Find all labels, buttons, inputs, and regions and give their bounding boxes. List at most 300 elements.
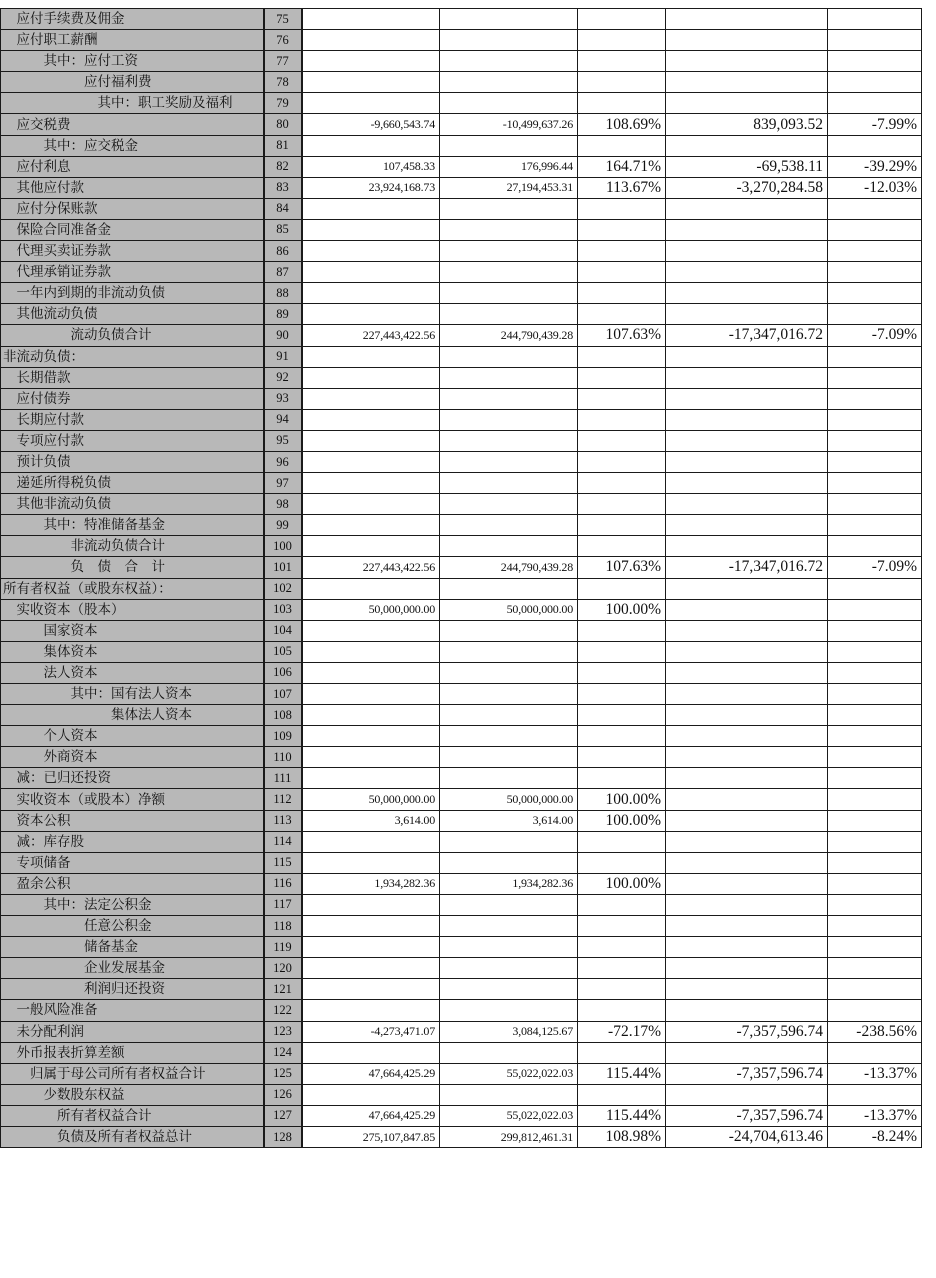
table-row bbox=[1, 72, 922, 93]
period-end-value-cell bbox=[302, 30, 440, 51]
change-amount-cell bbox=[666, 852, 828, 873]
ratio-percent-cell bbox=[578, 494, 666, 515]
item-name-cell: 其他流动负债 bbox=[1, 304, 264, 325]
line-number-cell: 111 bbox=[264, 768, 302, 789]
ratio-percent-cell bbox=[578, 684, 666, 705]
item-name-cell: 减：库存股 bbox=[1, 831, 264, 852]
item-name-cell: 利润归还投资 bbox=[1, 979, 264, 1000]
period-begin-value-cell bbox=[440, 30, 578, 51]
table-row bbox=[1, 768, 922, 789]
change-rate-cell bbox=[828, 831, 922, 852]
change-amount-cell bbox=[666, 641, 828, 662]
table-row bbox=[1, 1000, 922, 1021]
ratio-percent-cell bbox=[578, 937, 666, 958]
period-begin-value-cell bbox=[440, 937, 578, 958]
ratio-percent-cell bbox=[578, 9, 666, 30]
period-end-value-cell: 23,924,168.73 bbox=[302, 177, 440, 198]
period-end-value-cell: 50,000,000.00 bbox=[302, 789, 440, 810]
table-row bbox=[1, 262, 922, 283]
ratio-percent-cell bbox=[578, 578, 666, 599]
table-row bbox=[1, 747, 922, 768]
ratio-percent-cell bbox=[578, 283, 666, 304]
item-name-cell: 所有者权益合计 bbox=[1, 1105, 264, 1126]
ratio-percent-cell bbox=[578, 72, 666, 93]
line-number-cell: 107 bbox=[264, 684, 302, 705]
period-begin-value-cell: 55,022,022.03 bbox=[440, 1105, 578, 1126]
item-name-cell: 实收资本（或股本）净额 bbox=[1, 789, 264, 810]
ratio-percent-cell bbox=[578, 536, 666, 557]
item-name-cell: 其中：职工奖励及福利 bbox=[1, 93, 264, 114]
table-body bbox=[1, 9, 922, 1148]
change-rate-cell bbox=[828, 578, 922, 599]
ratio-percent-cell: 115.44% bbox=[578, 1105, 666, 1126]
period-end-value-cell bbox=[302, 1042, 440, 1063]
period-begin-value-cell bbox=[440, 578, 578, 599]
line-number-cell: 85 bbox=[264, 219, 302, 240]
item-name-cell: 代理承销证券款 bbox=[1, 262, 264, 283]
table-row bbox=[1, 367, 922, 388]
period-end-value-cell bbox=[302, 747, 440, 768]
ratio-percent-cell bbox=[578, 346, 666, 367]
table-row bbox=[1, 451, 922, 472]
period-end-value-cell: 227,443,422.56 bbox=[302, 557, 440, 578]
change-rate-cell bbox=[828, 304, 922, 325]
ratio-percent-cell bbox=[578, 304, 666, 325]
period-begin-value-cell bbox=[440, 304, 578, 325]
period-begin-value-cell bbox=[440, 451, 578, 472]
item-name-cell: 个人资本 bbox=[1, 726, 264, 747]
period-end-value-cell bbox=[302, 916, 440, 937]
change-rate-cell bbox=[828, 599, 922, 620]
table-row bbox=[1, 852, 922, 873]
item-name-cell: 长期应付款 bbox=[1, 409, 264, 430]
period-begin-value-cell bbox=[440, 72, 578, 93]
change-amount-cell bbox=[666, 958, 828, 979]
ratio-percent-cell: 100.00% bbox=[578, 810, 666, 831]
change-rate-cell bbox=[828, 494, 922, 515]
period-begin-value-cell bbox=[440, 1042, 578, 1063]
ratio-percent-cell: 100.00% bbox=[578, 873, 666, 894]
change-amount-cell bbox=[666, 979, 828, 1000]
table-row bbox=[1, 219, 922, 240]
item-name-cell: 实收资本（股本） bbox=[1, 599, 264, 620]
line-number-cell: 92 bbox=[264, 367, 302, 388]
line-number-cell: 80 bbox=[264, 114, 302, 135]
change-amount-cell bbox=[666, 388, 828, 409]
ratio-percent-cell bbox=[578, 726, 666, 747]
period-begin-value-cell bbox=[440, 831, 578, 852]
line-number-cell: 84 bbox=[264, 198, 302, 219]
period-begin-value-cell bbox=[440, 346, 578, 367]
period-end-value-cell: 50,000,000.00 bbox=[302, 599, 440, 620]
period-end-value-cell bbox=[302, 684, 440, 705]
period-end-value-cell bbox=[302, 937, 440, 958]
period-end-value-cell bbox=[302, 768, 440, 789]
change-amount-cell: -69,538.11 bbox=[666, 156, 828, 177]
item-name-cell: 应交税费 bbox=[1, 114, 264, 135]
line-number-cell: 99 bbox=[264, 515, 302, 536]
item-name-cell: 其中：国有法人资本 bbox=[1, 684, 264, 705]
line-number-cell: 113 bbox=[264, 810, 302, 831]
change-rate-cell bbox=[828, 979, 922, 1000]
table-row bbox=[1, 135, 922, 156]
table-row bbox=[1, 388, 922, 409]
change-rate-cell bbox=[828, 705, 922, 726]
item-name-cell: 递延所得税负债 bbox=[1, 473, 264, 494]
item-name-cell: 代理买卖证券款 bbox=[1, 241, 264, 262]
period-end-value-cell bbox=[302, 430, 440, 451]
period-end-value-cell bbox=[302, 662, 440, 683]
period-end-value-cell bbox=[302, 494, 440, 515]
item-name-cell: 归属于母公司所有者权益合计 bbox=[1, 1063, 264, 1084]
ratio-percent-cell: 100.00% bbox=[578, 789, 666, 810]
period-end-value-cell bbox=[302, 346, 440, 367]
period-end-value-cell bbox=[302, 473, 440, 494]
change-rate-cell bbox=[828, 641, 922, 662]
period-end-value-cell: 47,664,425.29 bbox=[302, 1105, 440, 1126]
line-number-cell: 102 bbox=[264, 578, 302, 599]
ratio-percent-cell bbox=[578, 367, 666, 388]
change-amount-cell bbox=[666, 620, 828, 641]
item-name-cell: 其他应付款 bbox=[1, 177, 264, 198]
change-rate-cell bbox=[828, 662, 922, 683]
ratio-percent-cell bbox=[578, 451, 666, 472]
period-end-value-cell bbox=[302, 409, 440, 430]
change-amount-cell bbox=[666, 1000, 828, 1021]
table-row bbox=[1, 51, 922, 72]
ratio-percent-cell bbox=[578, 198, 666, 219]
change-amount-cell bbox=[666, 451, 828, 472]
change-amount-cell bbox=[666, 409, 828, 430]
change-amount-cell bbox=[666, 831, 828, 852]
period-begin-value-cell bbox=[440, 409, 578, 430]
change-amount-cell bbox=[666, 747, 828, 768]
period-end-value-cell bbox=[302, 515, 440, 536]
change-rate-cell: -7.99% bbox=[828, 114, 922, 135]
period-begin-value-cell: 244,790,439.28 bbox=[440, 557, 578, 578]
change-rate-cell bbox=[828, 262, 922, 283]
item-name-cell: 应付手续费及佣金 bbox=[1, 9, 264, 30]
period-end-value-cell bbox=[302, 93, 440, 114]
change-rate-cell bbox=[828, 346, 922, 367]
change-rate-cell bbox=[828, 135, 922, 156]
table-row bbox=[1, 283, 922, 304]
ratio-percent-cell bbox=[578, 93, 666, 114]
table-row bbox=[1, 9, 922, 30]
line-number-cell: 78 bbox=[264, 72, 302, 93]
change-rate-cell bbox=[828, 283, 922, 304]
table-row bbox=[1, 1063, 922, 1084]
ratio-percent-cell bbox=[578, 705, 666, 726]
period-begin-value-cell bbox=[440, 979, 578, 1000]
period-begin-value-cell: 55,022,022.03 bbox=[440, 1063, 578, 1084]
table-row bbox=[1, 578, 922, 599]
ratio-percent-cell bbox=[578, 916, 666, 937]
item-name-cell: 应付利息 bbox=[1, 156, 264, 177]
change-rate-cell: -39.29% bbox=[828, 156, 922, 177]
period-begin-value-cell bbox=[440, 367, 578, 388]
change-rate-cell: -12.03% bbox=[828, 177, 922, 198]
line-number-cell: 89 bbox=[264, 304, 302, 325]
ratio-percent-cell bbox=[578, 51, 666, 72]
change-rate-cell bbox=[828, 789, 922, 810]
period-begin-value-cell bbox=[440, 241, 578, 262]
period-end-value-cell: 3,614.00 bbox=[302, 810, 440, 831]
line-number-cell: 112 bbox=[264, 789, 302, 810]
table-row bbox=[1, 494, 922, 515]
period-end-value-cell bbox=[302, 451, 440, 472]
period-begin-value-cell bbox=[440, 9, 578, 30]
table-row bbox=[1, 304, 922, 325]
period-end-value-cell bbox=[302, 262, 440, 283]
line-number-cell: 125 bbox=[264, 1063, 302, 1084]
line-number-cell: 90 bbox=[264, 325, 302, 346]
change-amount-cell bbox=[666, 662, 828, 683]
item-name-cell: 其中：法定公积金 bbox=[1, 894, 264, 915]
change-amount-cell bbox=[666, 367, 828, 388]
line-number-cell: 101 bbox=[264, 557, 302, 578]
table-row bbox=[1, 894, 922, 915]
period-end-value-cell bbox=[302, 958, 440, 979]
period-begin-value-cell bbox=[440, 536, 578, 557]
change-rate-cell: -13.37% bbox=[828, 1105, 922, 1126]
change-amount-cell bbox=[666, 937, 828, 958]
change-rate-cell bbox=[828, 473, 922, 494]
item-name-cell: 非流动负债合计 bbox=[1, 536, 264, 557]
line-number-cell: 103 bbox=[264, 599, 302, 620]
period-end-value-cell bbox=[302, 198, 440, 219]
table-row bbox=[1, 473, 922, 494]
table-row bbox=[1, 114, 922, 135]
item-name-cell: 企业发展基金 bbox=[1, 958, 264, 979]
change-amount-cell bbox=[666, 894, 828, 915]
period-begin-value-cell bbox=[440, 620, 578, 641]
change-rate-cell: -8.24% bbox=[828, 1126, 922, 1147]
change-rate-cell bbox=[828, 51, 922, 72]
ratio-percent-cell bbox=[578, 1084, 666, 1105]
item-name-cell: 减：已归还投资 bbox=[1, 768, 264, 789]
period-begin-value-cell bbox=[440, 1000, 578, 1021]
ratio-percent-cell: 108.69% bbox=[578, 114, 666, 135]
period-begin-value-cell bbox=[440, 515, 578, 536]
change-rate-cell bbox=[828, 852, 922, 873]
ratio-percent-cell: 164.71% bbox=[578, 156, 666, 177]
line-number-cell: 115 bbox=[264, 852, 302, 873]
line-number-cell: 86 bbox=[264, 241, 302, 262]
ratio-percent-cell: 100.00% bbox=[578, 599, 666, 620]
table-row bbox=[1, 831, 922, 852]
change-amount-cell: -3,270,284.58 bbox=[666, 177, 828, 198]
period-begin-value-cell: 50,000,000.00 bbox=[440, 789, 578, 810]
table-row bbox=[1, 93, 922, 114]
item-name-cell: 一般风险准备 bbox=[1, 1000, 264, 1021]
change-amount-cell bbox=[666, 93, 828, 114]
change-amount-cell: 839,093.52 bbox=[666, 114, 828, 135]
period-begin-value-cell bbox=[440, 768, 578, 789]
period-end-value-cell bbox=[302, 705, 440, 726]
table-row bbox=[1, 979, 922, 1000]
ratio-percent-cell bbox=[578, 662, 666, 683]
table-row bbox=[1, 1021, 922, 1042]
change-amount-cell bbox=[666, 536, 828, 557]
line-number-cell: 105 bbox=[264, 641, 302, 662]
line-number-cell: 100 bbox=[264, 536, 302, 557]
period-end-value-cell: 47,664,425.29 bbox=[302, 1063, 440, 1084]
period-end-value-cell bbox=[302, 135, 440, 156]
change-amount-cell bbox=[666, 705, 828, 726]
change-rate-cell bbox=[828, 1042, 922, 1063]
ratio-percent-cell bbox=[578, 135, 666, 156]
ratio-percent-cell bbox=[578, 979, 666, 1000]
change-amount-cell bbox=[666, 768, 828, 789]
change-rate-cell bbox=[828, 93, 922, 114]
period-end-value-cell: 107,458.33 bbox=[302, 156, 440, 177]
item-name-cell: 应付职工薪酬 bbox=[1, 30, 264, 51]
line-number-cell: 117 bbox=[264, 894, 302, 915]
ratio-percent-cell bbox=[578, 894, 666, 915]
table-row bbox=[1, 198, 922, 219]
period-begin-value-cell bbox=[440, 473, 578, 494]
line-number-cell: 87 bbox=[264, 262, 302, 283]
line-number-cell: 124 bbox=[264, 1042, 302, 1063]
period-begin-value-cell bbox=[440, 747, 578, 768]
change-amount-cell bbox=[666, 873, 828, 894]
period-begin-value-cell bbox=[440, 262, 578, 283]
change-rate-cell bbox=[828, 72, 922, 93]
item-name-cell: 其中：应交税金 bbox=[1, 135, 264, 156]
table-row bbox=[1, 958, 922, 979]
period-end-value-cell bbox=[302, 304, 440, 325]
change-amount-cell: -7,357,596.74 bbox=[666, 1021, 828, 1042]
change-amount-cell bbox=[666, 135, 828, 156]
ratio-percent-cell bbox=[578, 1042, 666, 1063]
change-rate-cell bbox=[828, 1000, 922, 1021]
change-amount-cell bbox=[666, 30, 828, 51]
table-row bbox=[1, 1084, 922, 1105]
table-row bbox=[1, 705, 922, 726]
change-amount-cell bbox=[666, 304, 828, 325]
change-rate-cell bbox=[828, 873, 922, 894]
period-end-value-cell: -9,660,543.74 bbox=[302, 114, 440, 135]
table-row bbox=[1, 916, 922, 937]
period-end-value-cell bbox=[302, 1000, 440, 1021]
change-amount-cell bbox=[666, 51, 828, 72]
change-rate-cell bbox=[828, 198, 922, 219]
period-end-value-cell bbox=[302, 726, 440, 747]
table-row bbox=[1, 557, 922, 578]
period-begin-value-cell bbox=[440, 852, 578, 873]
line-number-cell: 109 bbox=[264, 726, 302, 747]
period-end-value-cell bbox=[302, 536, 440, 557]
item-name-cell: 预计负债 bbox=[1, 451, 264, 472]
period-begin-value-cell bbox=[440, 135, 578, 156]
table-row bbox=[1, 937, 922, 958]
item-name-cell: 未分配利润 bbox=[1, 1021, 264, 1042]
table-row bbox=[1, 1105, 922, 1126]
period-begin-value-cell bbox=[440, 93, 578, 114]
line-number-cell: 114 bbox=[264, 831, 302, 852]
item-name-cell: 所有者权益（或股东权益）： bbox=[1, 578, 264, 599]
ratio-percent-cell bbox=[578, 641, 666, 662]
item-name-cell: 国家资本 bbox=[1, 620, 264, 641]
change-rate-cell bbox=[828, 810, 922, 831]
ratio-percent-cell: 108.98% bbox=[578, 1126, 666, 1147]
change-amount-cell: -7,357,596.74 bbox=[666, 1063, 828, 1084]
line-number-cell: 82 bbox=[264, 156, 302, 177]
change-rate-cell bbox=[828, 937, 922, 958]
period-begin-value-cell: 299,812,461.31 bbox=[440, 1126, 578, 1147]
item-name-cell: 外商资本 bbox=[1, 747, 264, 768]
ratio-percent-cell bbox=[578, 219, 666, 240]
period-end-value-cell bbox=[302, 1084, 440, 1105]
line-number-cell: 120 bbox=[264, 958, 302, 979]
ratio-percent-cell bbox=[578, 30, 666, 51]
table-row bbox=[1, 810, 922, 831]
change-rate-cell bbox=[828, 388, 922, 409]
period-begin-value-cell bbox=[440, 494, 578, 515]
item-name-cell: 应付福利费 bbox=[1, 72, 264, 93]
line-number-cell: 126 bbox=[264, 1084, 302, 1105]
line-number-cell: 91 bbox=[264, 346, 302, 367]
table-row bbox=[1, 599, 922, 620]
change-amount-cell bbox=[666, 810, 828, 831]
item-name-cell: 盈余公积 bbox=[1, 873, 264, 894]
period-end-value-cell bbox=[302, 831, 440, 852]
table-row bbox=[1, 156, 922, 177]
period-begin-value-cell: 1,934,282.36 bbox=[440, 873, 578, 894]
change-rate-cell bbox=[828, 515, 922, 536]
line-number-cell: 118 bbox=[264, 916, 302, 937]
item-name-cell: 法人资本 bbox=[1, 662, 264, 683]
period-begin-value-cell bbox=[440, 283, 578, 304]
period-end-value-cell bbox=[302, 641, 440, 662]
period-end-value-cell bbox=[302, 51, 440, 72]
item-name-cell: 一年内到期的非流动负债 bbox=[1, 283, 264, 304]
line-number-cell: 95 bbox=[264, 430, 302, 451]
change-amount-cell bbox=[666, 494, 828, 515]
ratio-percent-cell bbox=[578, 515, 666, 536]
change-amount-cell bbox=[666, 1084, 828, 1105]
balance-sheet-table bbox=[0, 8, 922, 1148]
change-amount-cell bbox=[666, 72, 828, 93]
table-row bbox=[1, 1042, 922, 1063]
change-amount-cell: -24,704,613.46 bbox=[666, 1126, 828, 1147]
change-rate-cell bbox=[828, 768, 922, 789]
ratio-percent-cell bbox=[578, 388, 666, 409]
table-row bbox=[1, 409, 922, 430]
table-row bbox=[1, 177, 922, 198]
change-rate-cell bbox=[828, 894, 922, 915]
change-rate-cell bbox=[828, 536, 922, 557]
period-end-value-cell bbox=[302, 979, 440, 1000]
change-amount-cell bbox=[666, 9, 828, 30]
period-begin-value-cell: 27,194,453.31 bbox=[440, 177, 578, 198]
change-rate-cell bbox=[828, 9, 922, 30]
period-end-value-cell: 227,443,422.56 bbox=[302, 325, 440, 346]
item-name-cell: 专项应付款 bbox=[1, 430, 264, 451]
change-amount-cell bbox=[666, 430, 828, 451]
change-amount-cell bbox=[666, 515, 828, 536]
ratio-percent-cell: 115.44% bbox=[578, 1063, 666, 1084]
ratio-percent-cell bbox=[578, 852, 666, 873]
line-number-cell: 79 bbox=[264, 93, 302, 114]
change-rate-cell bbox=[828, 958, 922, 979]
period-begin-value-cell bbox=[440, 705, 578, 726]
change-amount-cell bbox=[666, 684, 828, 705]
table-row bbox=[1, 241, 922, 262]
period-end-value-cell bbox=[302, 388, 440, 409]
change-amount-cell bbox=[666, 198, 828, 219]
